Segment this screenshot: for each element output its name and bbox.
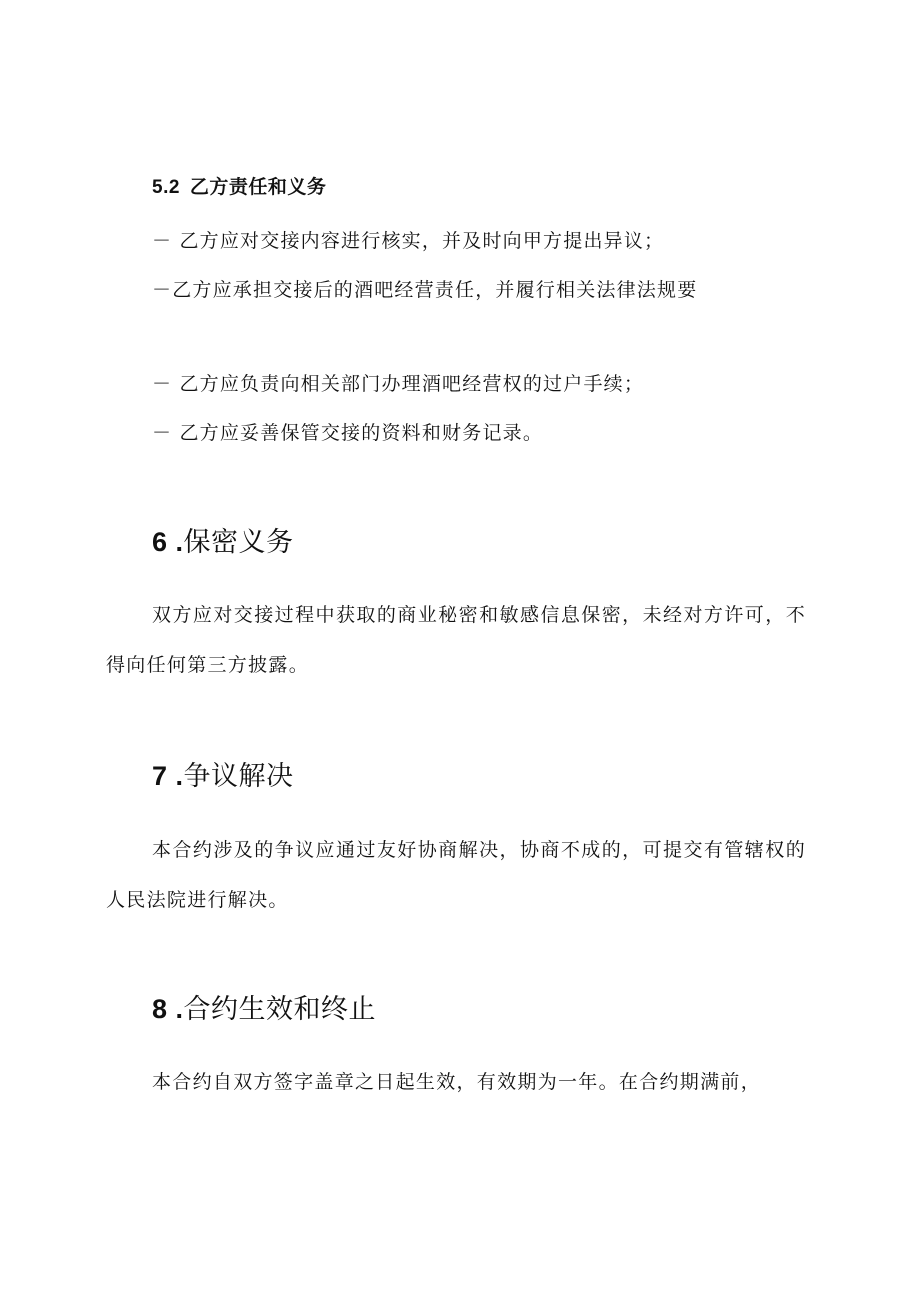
section-number: 8 — [152, 994, 168, 1024]
section-title: 争议解决 — [183, 761, 294, 792]
section-title: 保密义务 — [183, 527, 294, 558]
section-6-body: 双方应对交接过程中获取的商业秘密和敏感信息保密，未经对方许可，不得向任何第三方披露。 — [106, 604, 806, 676]
section-8-body: 本合约自双方签字盖章之日起生效，有效期为一年。在合约期满前， — [152, 1071, 762, 1093]
section-7-heading: 7 .争议解决 — [152, 761, 294, 792]
section-8-heading: 8 .合约生效和终止 — [152, 994, 377, 1025]
list-item: － 乙方应妥善保管交接的资料和财务记录。 — [152, 422, 544, 444]
section-6-heading: 6 .保密义务 — [152, 527, 294, 558]
section-number: 7 — [152, 761, 168, 791]
section-title: 合约生效和终止 — [183, 994, 377, 1025]
list-item: －乙方应承担交接后的酒吧经营责任，并履行相关法律法规要 — [152, 279, 698, 301]
list-item: － 乙方应负责向相关部门办理酒吧经营权的过户手续； — [152, 373, 645, 395]
section-number: 5.2 — [152, 177, 180, 198]
section-5-2-heading — [152, 172, 326, 199]
section-title: 乙方责任和义务 — [189, 176, 327, 198]
list-item: － 乙方应对交接内容进行核实，并及时向甲方提出异议； — [152, 230, 665, 252]
section-number: 6 — [152, 527, 168, 557]
section-7-body: 本合约涉及的争议应通过友好协商解决，协商不成的，可提交有管辖权的人民法院进行解决。 — [106, 839, 806, 911]
